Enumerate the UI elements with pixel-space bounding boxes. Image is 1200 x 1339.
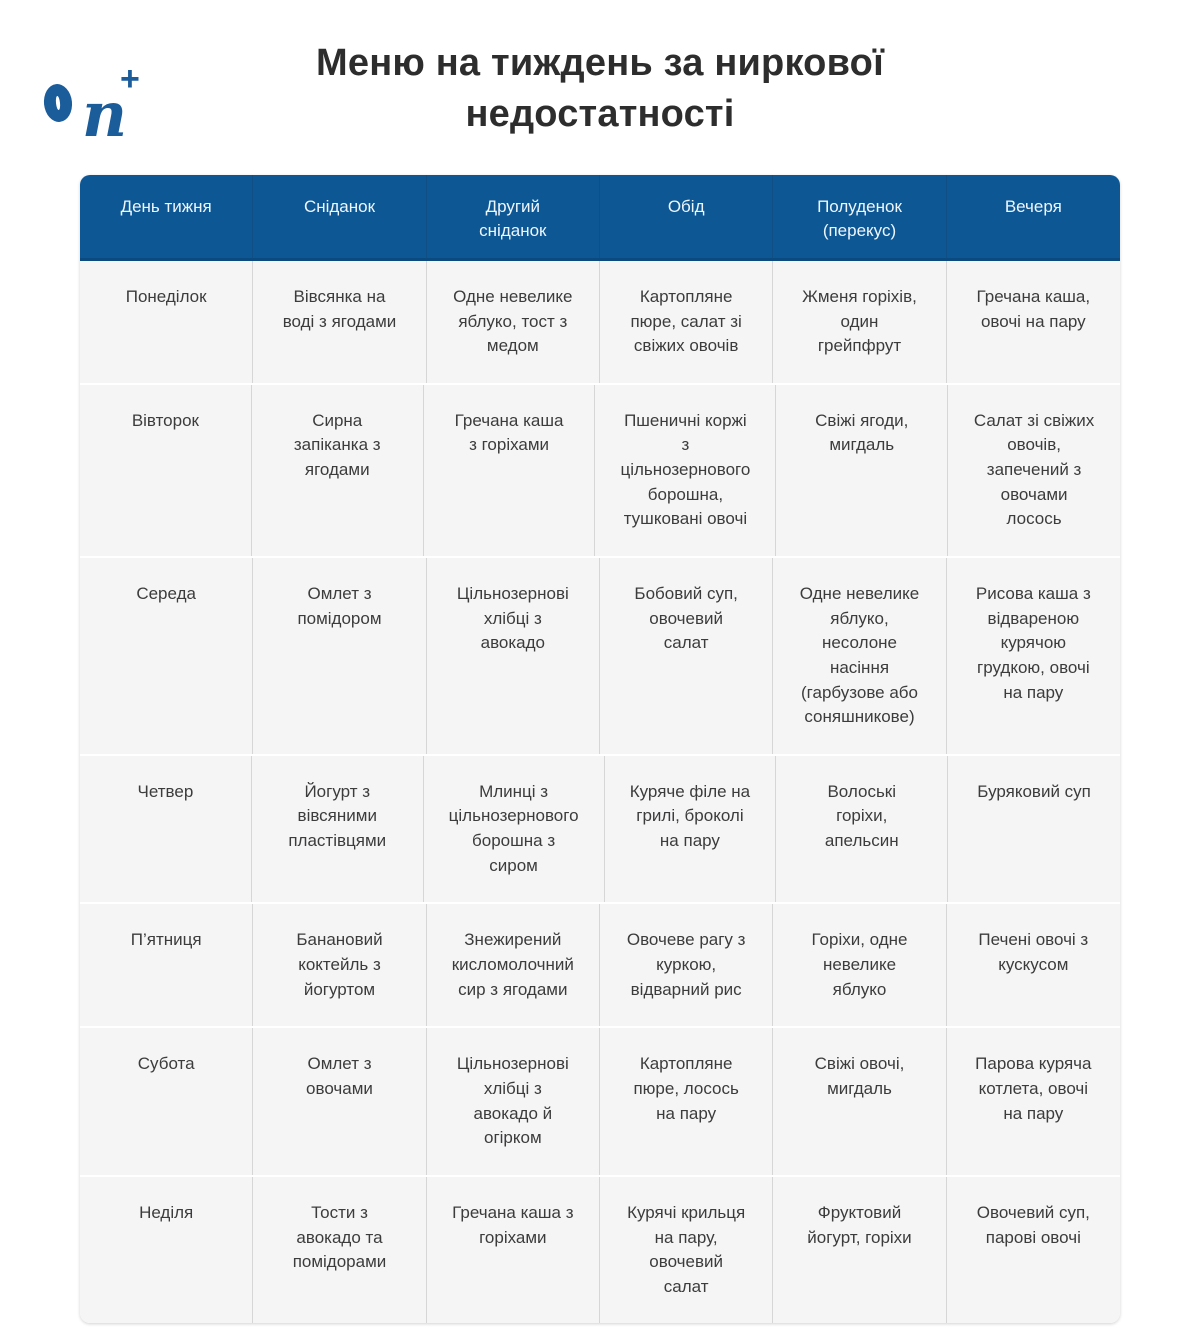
table-row	[80, 556, 1120, 754]
day-cell: Вівторок	[80, 385, 252, 556]
menu-cell: Цільнозернові хлібці з авокадо й огірком	[427, 1028, 600, 1175]
menu-cell: Бобовий суп, овочевий салат	[600, 558, 773, 754]
table-row	[80, 902, 1120, 1026]
menu-cell: Картопляне пюре, лосось на пару	[600, 1028, 773, 1175]
table-row	[80, 1026, 1120, 1175]
day-cell: Середа	[80, 558, 253, 754]
menu-cell: Йогурт з вівсяними пластівцями	[252, 756, 424, 903]
menu-cell: Сирна запіканка з ягодами	[252, 385, 424, 556]
menu-cell: Печені овочі з кускусом	[978, 930, 1089, 975]
day-cell: Субота	[80, 1028, 253, 1175]
day-cell: Понеділок	[80, 261, 253, 383]
menu-cell: Одне невелике яблуко, несолоне насіння (гарбузове або соняшникове)	[773, 558, 946, 754]
menu-cell: Цільнозернові хлібці з авокадо	[427, 558, 600, 754]
menu-cell: Знежирений кисломолочний сир з ягодами	[427, 904, 600, 1026]
table-header-row	[80, 175, 1120, 261]
table-body	[80, 261, 1120, 1324]
menu-cell: Банановий коктейль з йогуртом	[253, 904, 426, 1026]
menu-cell: Рисова каша з відвареною курячою грудкою, овочі на пару	[975, 584, 1091, 702]
menu-cell: Фруктовий йогурт, горіхи	[773, 1177, 946, 1324]
menu-cell: Буряковий суп	[977, 781, 1091, 801]
page-title: Меню на тиждень за ниркової недостатності	[316, 42, 884, 136]
menu-cell: Гречана каша з горіхами	[427, 1177, 600, 1324]
table-row	[80, 261, 1120, 383]
menu-cell: Свіжі ягоди, мигдаль	[776, 385, 948, 556]
menu-cell: Тости з авокадо та помідорами	[253, 1177, 426, 1324]
menu-cell: Горіхи, одне невелике яблуко	[773, 904, 946, 1026]
menu-cell: Жменя горіхів, один грейпфрут	[773, 261, 946, 383]
menu-cell: Парова куряча котлета, овочі на пару	[975, 1054, 1092, 1123]
header-breakfast: Сніданок	[253, 175, 426, 258]
table-row	[80, 1175, 1120, 1324]
header-second-breakfast: Другий сніданок	[427, 175, 600, 258]
menu-cell: Курячі крильця на пару, овочевий салат	[600, 1177, 773, 1324]
day-cell: Неділя	[80, 1177, 253, 1324]
menu-cell: Волоські горіхи, апельсин	[776, 756, 948, 903]
header-dinner: Вечеря	[1004, 196, 1062, 216]
menu-cell: Млинці з цільнозернового борошна з сиром	[424, 756, 605, 903]
menu-cell: Овочеве рагу з куркою, відварний рис	[600, 904, 773, 1026]
logo-letter-o	[42, 83, 74, 124]
day-cell: П’ятниця	[80, 904, 253, 1026]
header-snack: Полуденок (перекус)	[773, 175, 946, 258]
menu-cell: Салат зі свіжих овочів, запечений з овочами лосось	[973, 410, 1095, 529]
logo-plus-icon: +	[120, 60, 140, 98]
menu-cell: Омлет з помідором	[253, 558, 426, 754]
header-day-of-week: День тижня	[80, 175, 253, 258]
menu-cell: Вівсянка на воді з ягодами	[253, 261, 426, 383]
onplus-logo	[42, 60, 152, 176]
menu-cell: Гречана каша, овочі на пару	[976, 286, 1091, 331]
weekly-menu-table	[80, 175, 1120, 1324]
day-cell: Четвер	[80, 756, 252, 903]
table-row	[80, 754, 1120, 903]
table-row	[80, 383, 1120, 556]
menu-cell: Гречана каша з горіхами	[424, 385, 596, 556]
menu-cell: Овочевий суп, парові овочі	[976, 1202, 1090, 1247]
logo-letter-n: n	[82, 78, 128, 151]
menu-cell: Куряче філе на грилі, броколі на пару	[605, 756, 777, 903]
menu-cell: Омлет з овочами	[253, 1028, 426, 1175]
menu-cell: Картопляне пюре, салат зі свіжих овочів	[600, 261, 773, 383]
header-lunch: Обід	[600, 175, 773, 258]
menu-cell: Пшеничні коржі з цільнозернового борошна, тушковані овочі	[595, 385, 776, 556]
menu-cell: Одне невелике яблуко, тост з медом	[427, 261, 600, 383]
menu-cell: Свіжі овочі, мигдаль	[773, 1028, 946, 1175]
